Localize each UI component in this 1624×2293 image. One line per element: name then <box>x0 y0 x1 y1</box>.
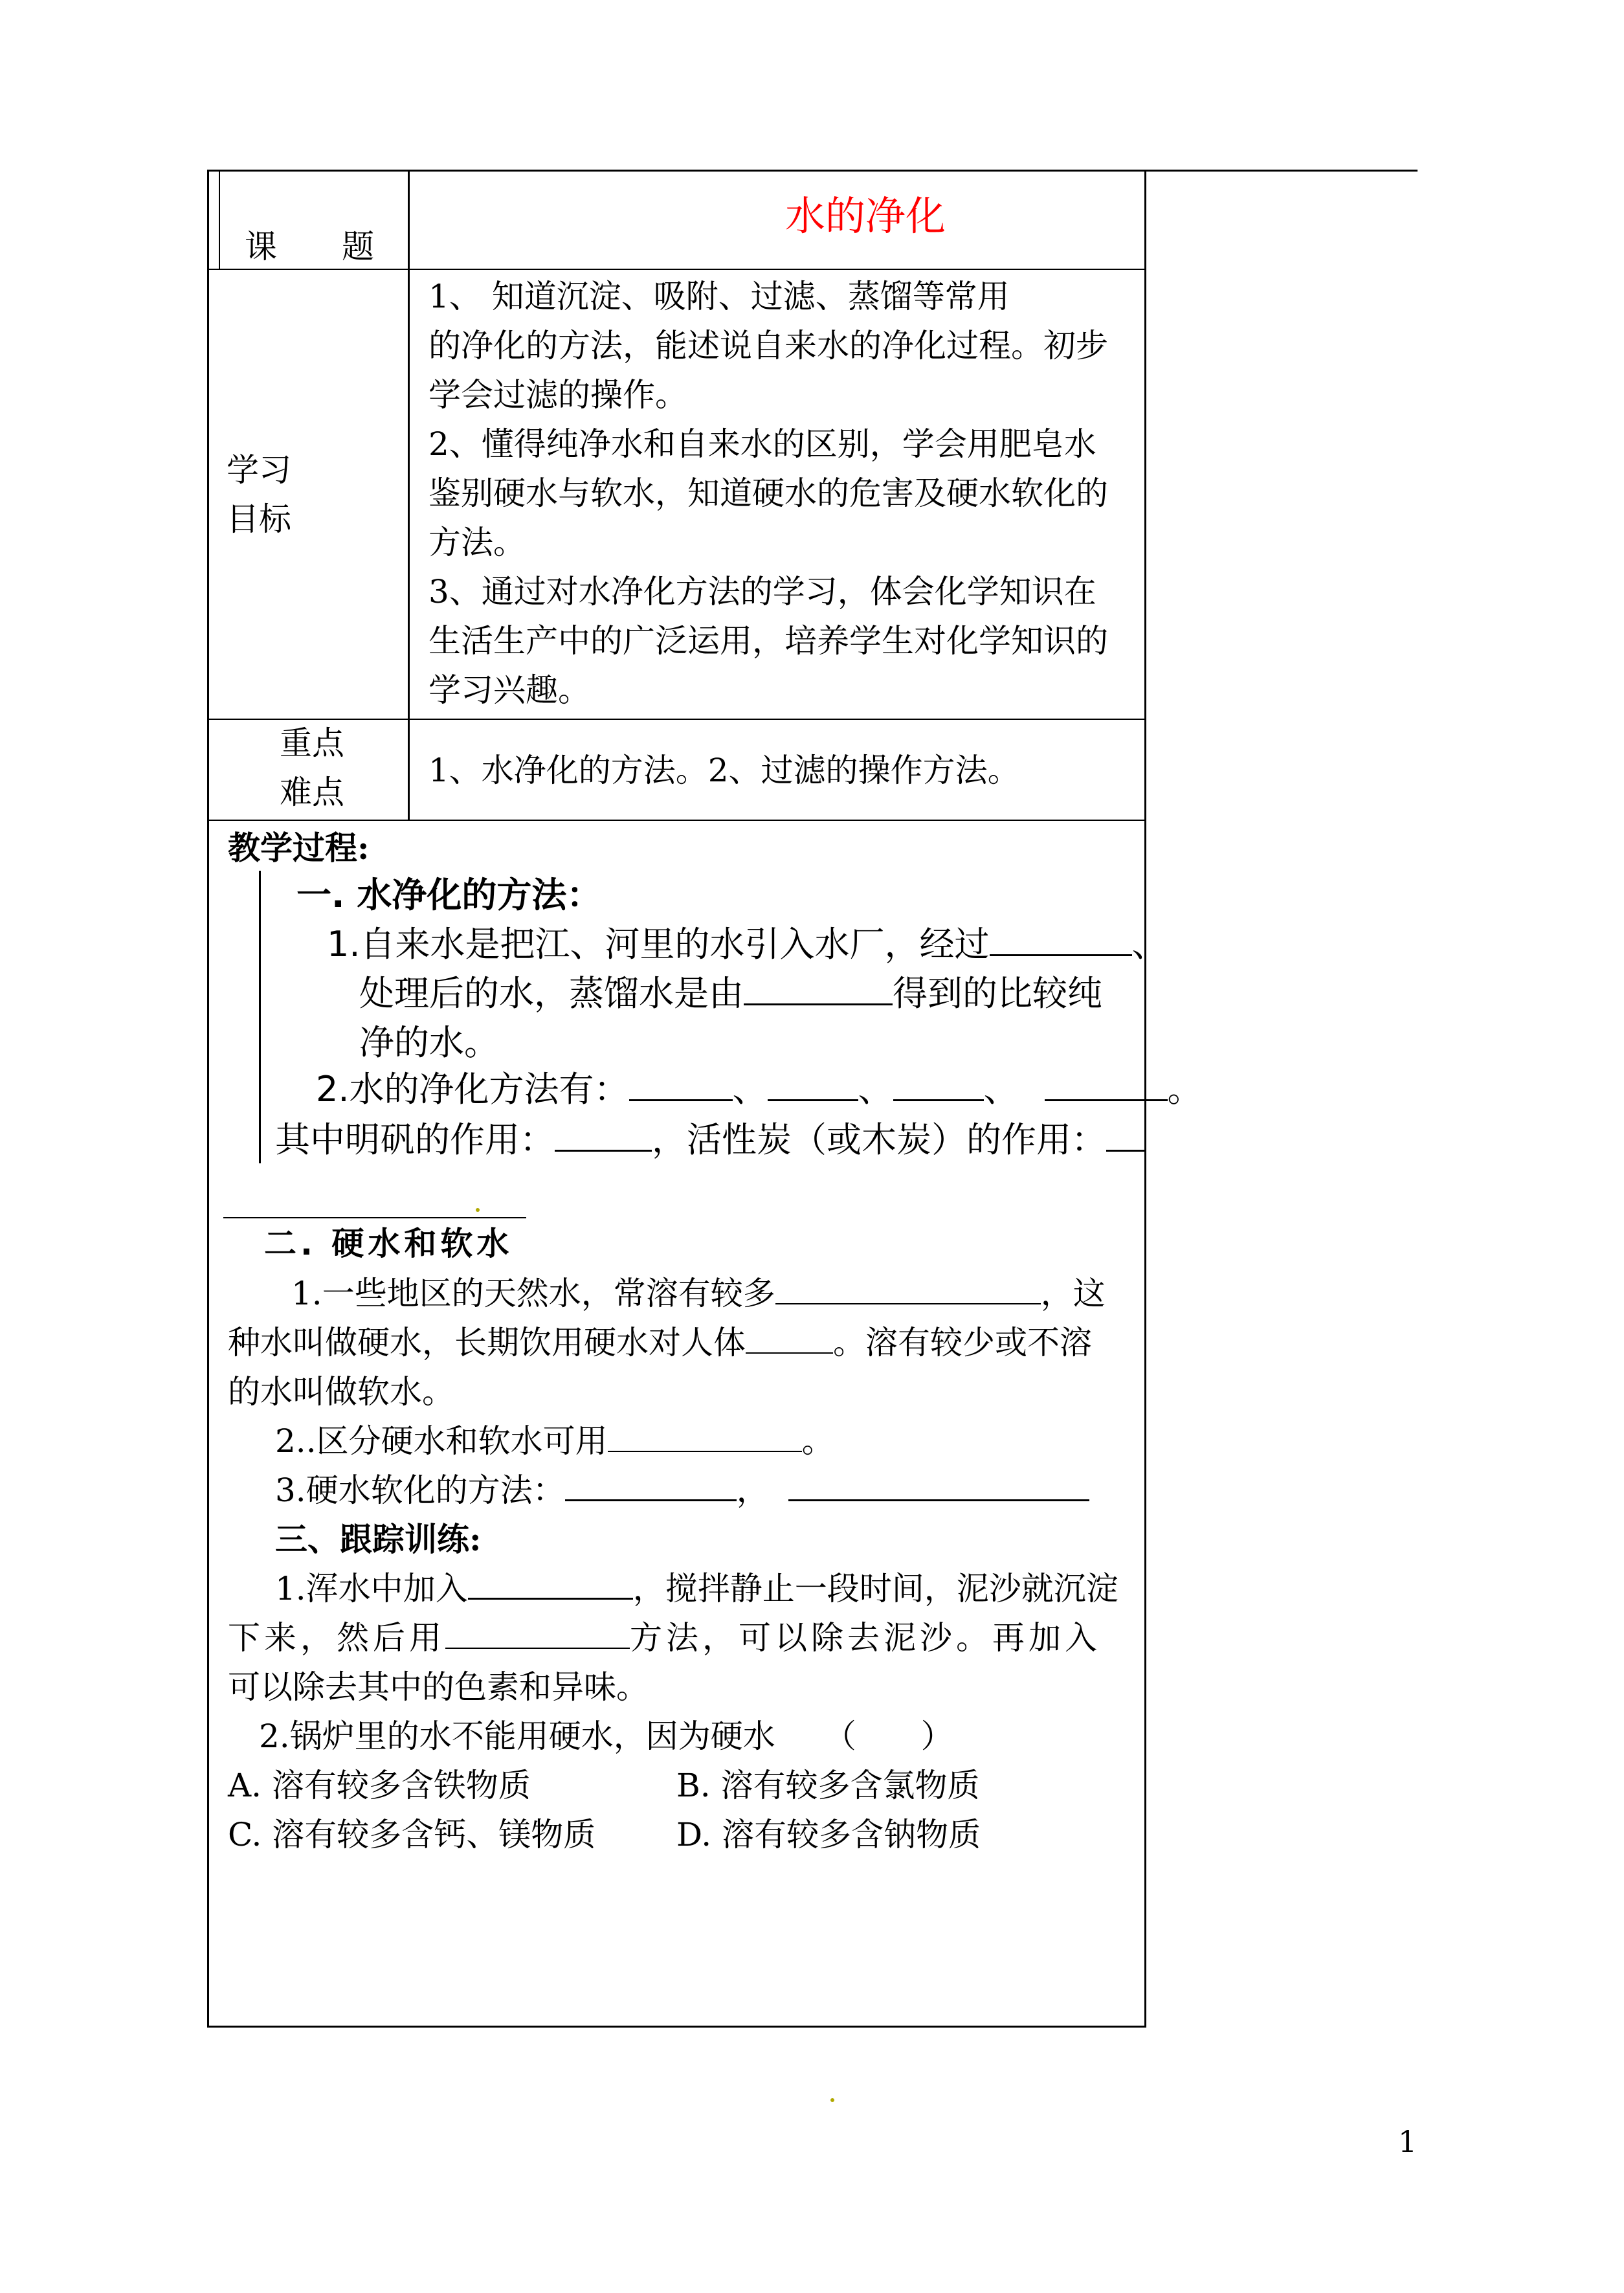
blank-softening-1[interactable] <box>565 1468 737 1501</box>
s2-q1-line2-tail: 。溶有较少或不溶 <box>833 1324 1092 1361</box>
blank-harm[interactable] <box>746 1321 833 1354</box>
blank-dissolved-substances[interactable] <box>775 1272 1041 1304</box>
blank-add-substance[interactable] <box>468 1567 633 1600</box>
s3-q1-line1-text: 1.浑水中加入 <box>275 1570 468 1607</box>
s2-q1-line1-text: 1.一些地区的天然水，常溶有较多 <box>291 1275 775 1312</box>
blank-water-treatment[interactable] <box>990 923 1132 956</box>
goal-line: 方法。 <box>428 524 526 561</box>
key-label-line2: 难点 <box>280 774 344 811</box>
s1-q3-text: 其中明矾的作用： <box>275 1119 555 1160</box>
goal-line: 3、通过对水净化方法的学习，体会化学知识在 <box>428 573 1096 610</box>
s1-q2-sep: 、 <box>983 1069 1019 1110</box>
page-title: 水的净化 <box>785 192 946 240</box>
s1-q2-sep: 、 <box>732 1069 768 1110</box>
blank-method-3[interactable] <box>893 1068 984 1101</box>
blank-method-4[interactable] <box>1045 1068 1168 1101</box>
s1-q2 <box>316 1065 1203 1114</box>
goal-line: 生活生产中的广泛运用，培养学生对化学知识的 <box>428 622 1108 660</box>
blank-method-2[interactable] <box>768 1068 858 1101</box>
blank-carbon-role[interactable] <box>1106 1119 1145 1152</box>
row-divider-3 <box>207 820 1146 821</box>
s1-q3-text-b: ，活性炭（或木炭）的作用： <box>652 1119 1106 1160</box>
s1-q1-line1-text: 1.自来水是把江、河里的水引入水厂，经过 <box>327 924 990 965</box>
s1-q3 <box>275 1115 1145 1165</box>
s1-q1-line1 <box>327 920 1167 969</box>
row-divider-2 <box>207 719 1146 720</box>
section2-top-rule <box>223 1217 526 1218</box>
s3-q1-line2 <box>228 1613 1101 1662</box>
key-points-text: 1、水净化的方法。2、过滤的操作方法。 <box>428 752 1020 789</box>
s1-q1-line1-sep: 、 <box>1131 924 1167 965</box>
s3-q2: 2.锅炉里的水不能用硬水，因为硬水 （ ） <box>259 1717 953 1755</box>
s2-q2-end: 。 <box>801 1422 834 1460</box>
section1-heading: 一. 水净化的方法： <box>296 875 602 915</box>
s1-q2-text: 2.水的净化方法有： <box>316 1069 629 1110</box>
s3-q1-line1 <box>275 1564 1118 1613</box>
top-rule <box>207 170 1418 172</box>
goal-line: 学会过滤的操作。 <box>428 376 687 414</box>
section3-heading: 三、跟踪训练: <box>275 1520 482 1558</box>
s3-q1-line2-tail: 方法，可以除去泥沙。再加入 <box>630 1619 1101 1657</box>
option-c[interactable]: C. 溶有较多含钙、镁物质 <box>228 1816 596 1853</box>
image-left-edge <box>259 871 261 1163</box>
s1-q1-line2-tail: 得到的比较纯 <box>893 973 1102 1014</box>
topic-label: 课 题 <box>245 228 374 265</box>
s1-q2-end: 。 <box>1167 1069 1203 1110</box>
goals-label-line2: 目标 <box>227 500 291 538</box>
blank-alum-role[interactable] <box>555 1119 652 1152</box>
blank-distinguish-method[interactable] <box>608 1420 802 1452</box>
s2-q1-line1-tail: ，这 <box>1040 1275 1106 1312</box>
page-number: 1 <box>1398 2124 1418 2159</box>
goal-line: 2、懂得纯净水和自来水的区别，学会用肥皂水 <box>428 425 1096 463</box>
stray-dot-footer <box>830 2098 834 2102</box>
table-inner-left-border <box>219 172 220 269</box>
s2-q1-line2 <box>228 1318 1092 1367</box>
s2-q3-sep: ， <box>736 1471 769 1509</box>
goal-line: 1、 知道沉淀、吸附、过滤、蒸馏等常用 <box>428 278 1010 315</box>
blank-method-1[interactable] <box>629 1068 733 1101</box>
goals-label-line1: 学习 <box>227 451 291 489</box>
s2-q3 <box>275 1466 1089 1515</box>
s1-q1-line2-text: 处理后的水，蒸馏水是由 <box>359 973 744 1014</box>
label-column-divider <box>408 170 410 820</box>
goal-line: 学习兴趣。 <box>428 671 590 709</box>
s2-q2-text: 2..区分硬水和软水可用 <box>275 1422 608 1460</box>
section2-heading: 二. 硬水和软水 <box>264 1225 513 1262</box>
s2-q1-line3: 的水叫做软水。 <box>228 1373 454 1411</box>
option-b[interactable]: B. 溶有较多含氯物质 <box>676 1767 980 1804</box>
table-bottom-border <box>207 2026 1146 2028</box>
s2-q2 <box>275 1416 834 1466</box>
goal-line: 鉴别硬水与软水，知道硬水的危害及硬水软化的 <box>428 475 1108 512</box>
blank-softening-2[interactable] <box>788 1468 1089 1501</box>
s1-q2-sep: 、 <box>858 1069 893 1110</box>
option-a[interactable]: A. 溶有较多含铁物质 <box>228 1767 531 1804</box>
stray-dot <box>476 1208 480 1212</box>
blank-separation-method[interactable] <box>445 1616 630 1649</box>
blank-distilled-by[interactable] <box>744 972 893 1005</box>
s1-q1-line3: 净的水。 <box>359 1022 499 1063</box>
key-label-line1: 重点 <box>280 724 344 762</box>
pasted-image-section-1 <box>259 871 1203 1169</box>
s2-q3-text: 3.硬水软化的方法： <box>275 1471 565 1509</box>
option-d[interactable]: D. 溶有较多含钠物质 <box>676 1816 981 1853</box>
s2-q1-line1 <box>291 1269 1106 1318</box>
process-heading: 教学过程: <box>228 829 370 867</box>
s3-q1-line1-tail: ，搅拌静止一段时间，泥沙就沉淀 <box>632 1570 1118 1607</box>
s2-q1-line2-text: 种水叫做硬水，长期饮用硬水对人体 <box>228 1324 746 1361</box>
s1-q1-line2 <box>359 969 1102 1018</box>
s3-q1-line2-text: 下来，然后用 <box>228 1619 445 1657</box>
s3-q1-line3: 可以除去其中的色素和异味。 <box>228 1668 649 1706</box>
goal-line: 的净化的方法，能述说自来水的净化过程。初步 <box>428 327 1108 364</box>
table-left-border <box>207 170 209 2028</box>
